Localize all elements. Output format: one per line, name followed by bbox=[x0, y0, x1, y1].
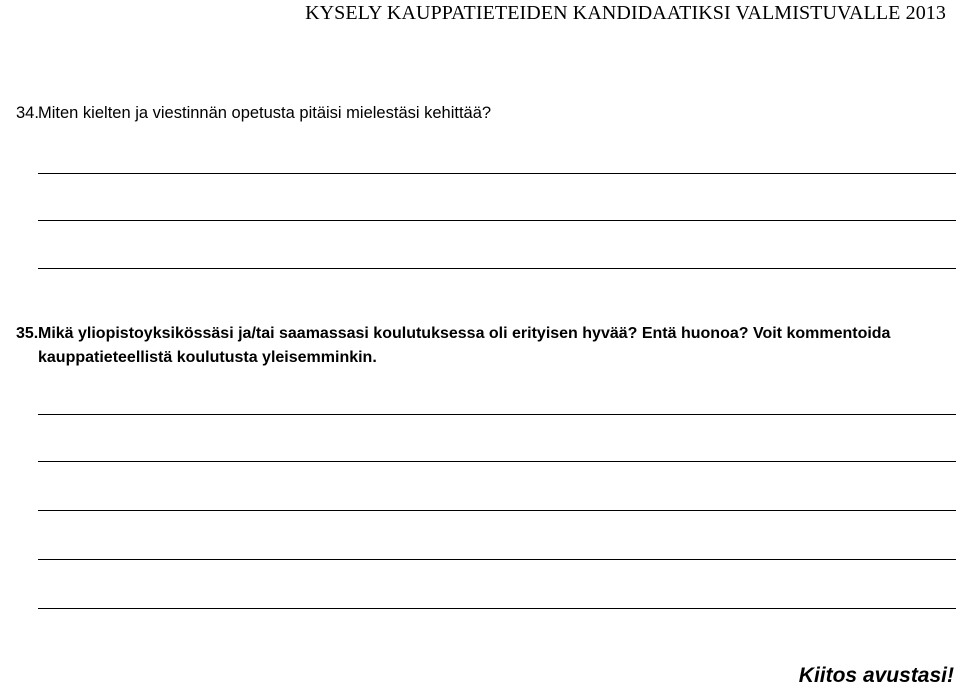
thank-you-note: Kiitos avustasi! bbox=[798, 664, 954, 687]
question-35 bbox=[16, 322, 951, 370]
answer-line-35-4[interactable] bbox=[38, 559, 956, 560]
answer-line-34-3[interactable] bbox=[38, 268, 956, 269]
answer-line-34-2[interactable] bbox=[38, 220, 956, 221]
question-text: Miten kielten ja viestinnän opetusta pitäisi mielestäsi kehittää? bbox=[38, 104, 492, 122]
question-number: 34. bbox=[16, 104, 39, 122]
question-number: 35. bbox=[16, 325, 39, 342]
answer-line-35-3[interactable] bbox=[38, 510, 956, 511]
answer-line-35-5[interactable] bbox=[38, 608, 956, 609]
answer-line-34-1[interactable] bbox=[38, 173, 956, 174]
question-text: Mikä yliopistoyksikössäsi ja/tai saamassasi koulutuksessa oli erityisen hyvää? Entä huonoa? Voit kommentoida kauppatieteellistä koulutusta yleisemminkin. bbox=[38, 325, 891, 366]
answer-line-35-2[interactable] bbox=[38, 461, 956, 462]
answer-line-35-1[interactable] bbox=[38, 414, 956, 415]
page-title: KYSELY KAUPPATIETEIDEN KANDIDAATIKSI VALMISTUVALLE 2013 bbox=[305, 2, 946, 24]
question-34 bbox=[16, 104, 951, 123]
